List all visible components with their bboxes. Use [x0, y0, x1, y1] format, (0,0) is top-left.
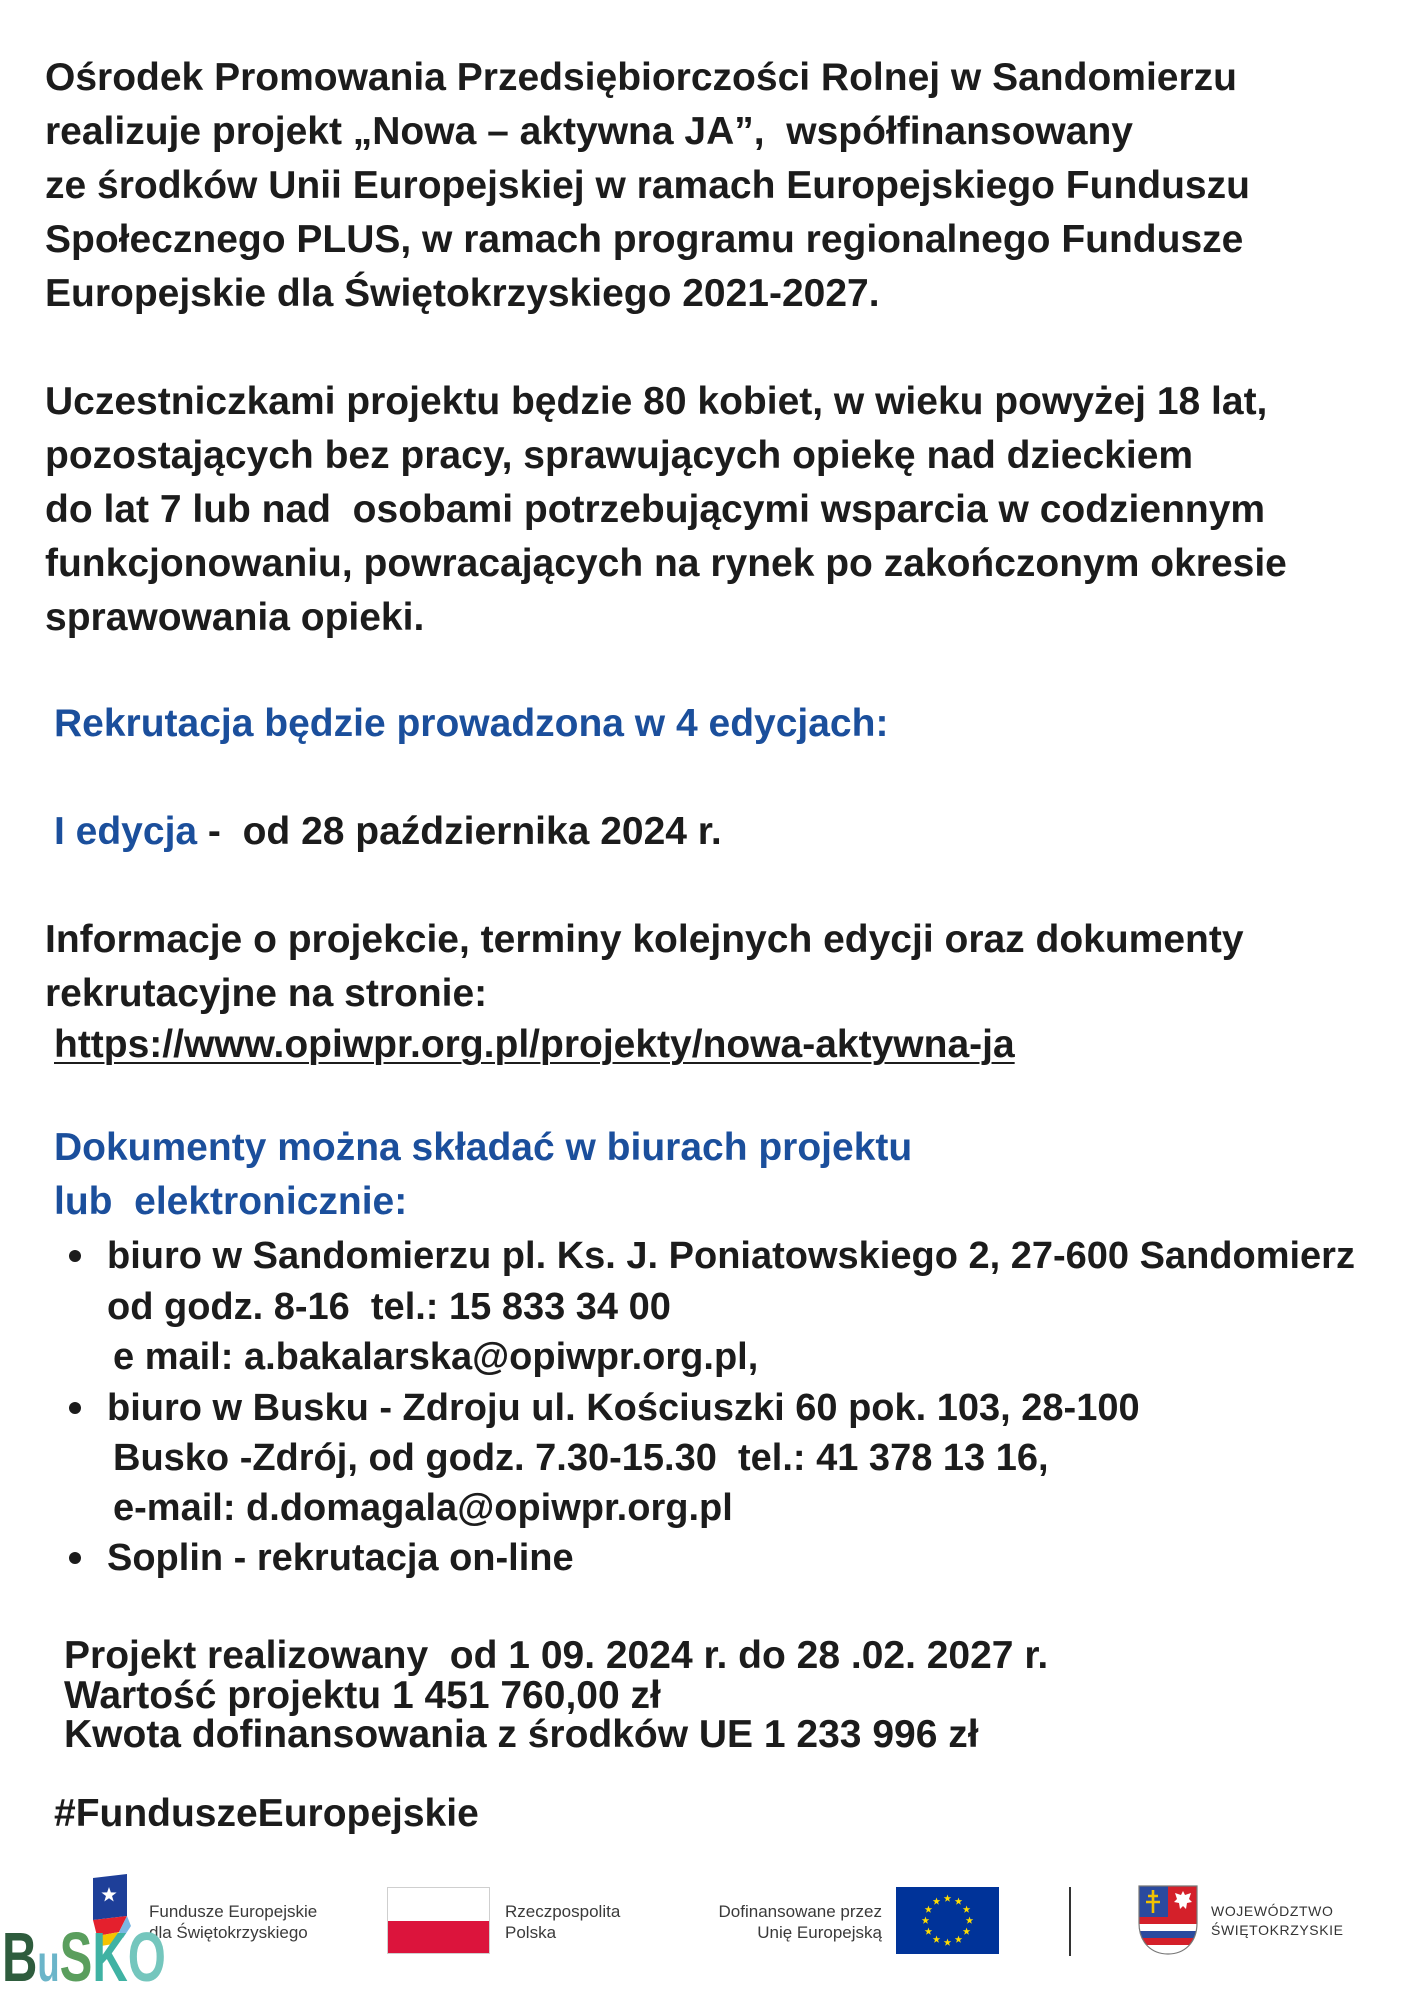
busko-logo-letter: u	[37, 1935, 60, 1993]
poland-text	[505, 1901, 620, 1943]
busko-logo-letter: K	[92, 1918, 128, 1996]
eu-text	[719, 1901, 882, 1943]
region-text	[1211, 1902, 1344, 1940]
intro-line: ze środków Unii Europejskiej w ramach Europejskiego Funduszu	[45, 164, 1250, 207]
busko-logo-letter: S	[59, 1918, 93, 1996]
polish-flag-white-stripe	[388, 1888, 489, 1921]
fe-logo-text-line: dla Świętokrzyskiego	[149, 1923, 308, 1942]
participants-line: pozostających bez pracy, sprawujących opiekę nad dzieckiem	[45, 434, 1194, 477]
edition-line	[54, 805, 722, 859]
participants-line: Uczestniczkami projektu będzie 80 kobiet, w wieku powyżej 18 lat,	[45, 380, 1268, 423]
info-line: Informacje o projekcie, terminy kolejnych edycji oraz dokumenty	[45, 918, 1244, 961]
info-line: rekrutacyjne na stronie:	[45, 972, 488, 1015]
bullet-icon	[69, 1552, 81, 1564]
polish-flag-icon	[387, 1887, 490, 1954]
recruitment-heading: Rekrutacja będzie prowadzona w 4 edycjach:	[54, 702, 889, 745]
participants-line: sprawowania opieki.	[45, 596, 425, 639]
fe-logo-text	[149, 1901, 317, 1943]
footer-divider	[1069, 1887, 1071, 1956]
busko-logo	[2, 1918, 166, 1996]
office-line: Soplin - rekrutacja on-line	[107, 1537, 574, 1579]
documents-heading-line: Dokumenty można składać w biurach projektu	[54, 1126, 913, 1169]
intro-line: Społecznego PLUS, w ramach programu regionalnego Fundusze	[45, 218, 1244, 261]
participants-line: do lat 7 lub nad osobami potrzebującymi wsparcia w codziennym	[45, 488, 1266, 531]
intro-line: Ośrodek Promowania Przedsiębiorczości Rolnej w Sandomierzu	[45, 56, 1237, 99]
eu-flag-icon	[896, 1887, 999, 1954]
poland-text-line: Polska	[505, 1923, 557, 1942]
bullet-icon	[69, 1402, 81, 1414]
edition-date: - od 28 października 2024 r.	[197, 810, 722, 853]
bullet-icon	[69, 1250, 81, 1262]
edition-label: I edycja	[54, 810, 198, 853]
office-email: e-mail: d.domagala@opiwpr.org.pl	[113, 1487, 733, 1529]
polish-flag-red-stripe	[388, 1921, 489, 1954]
summary-line: Wartość projektu 1 451 760,00 zł	[64, 1674, 661, 1717]
region-text-line: WOJEWÓDZTWO	[1211, 1903, 1334, 1919]
intro-line: Europejskie dla Świętokrzyskiego 2021-2027.	[45, 272, 880, 315]
swietokrzyskie-coat-of-arms-icon	[1138, 1885, 1198, 1955]
summary-line: Kwota dofinansowania z środków UE 1 233 996 zł	[64, 1713, 979, 1756]
intro-line: realizuje projekt „Nowa – aktywna JA”, współfinansowany	[45, 110, 1133, 153]
office-line: Busko -Zdrój, od godz. 7.30-15.30 tel.: 41 378 13 16,	[113, 1437, 1049, 1479]
busko-logo-letter: B	[2, 1918, 38, 1996]
fe-logo-text-line: Fundusze Europejskie	[149, 1902, 318, 1921]
eu-text-line: Unię Europejską	[757, 1923, 882, 1942]
eu-text-line: Dofinansowane przez	[718, 1902, 882, 1921]
office-line: biuro w Sandomierzu pl. Ks. J. Poniatowskiego 2, 27-600 Sandomierz	[107, 1235, 1355, 1277]
poland-text-line: Rzeczpospolita	[505, 1902, 621, 1921]
busko-logo-letter: O	[127, 1918, 166, 1996]
office-email: e mail: a.bakalarska@opiwpr.org.pl,	[113, 1336, 759, 1378]
summary-line: Projekt realizowany od 1 09. 2024 r. do 28 .02. 2027 r.	[64, 1634, 1049, 1677]
documents-heading-line: lub elektronicznie:	[54, 1180, 408, 1223]
region-text-line: ŚWIĘTOKRZYSKIE	[1211, 1922, 1344, 1938]
office-line: od godz. 8-16 tel.: 15 833 34 00	[107, 1286, 671, 1328]
office-line: biuro w Busku - Zdroju ul. Kościuszki 60 pok. 103, 28-100	[107, 1387, 1140, 1429]
project-url-link[interactable]: https://www.opiwpr.org.pl/projekty/nowa-aktywna-ja	[54, 1023, 1015, 1066]
participants-line: funkcjonowaniu, powracających na rynek po zakończonym okresie	[45, 542, 1287, 585]
hashtag: #FunduszeEuropejskie	[54, 1792, 479, 1835]
